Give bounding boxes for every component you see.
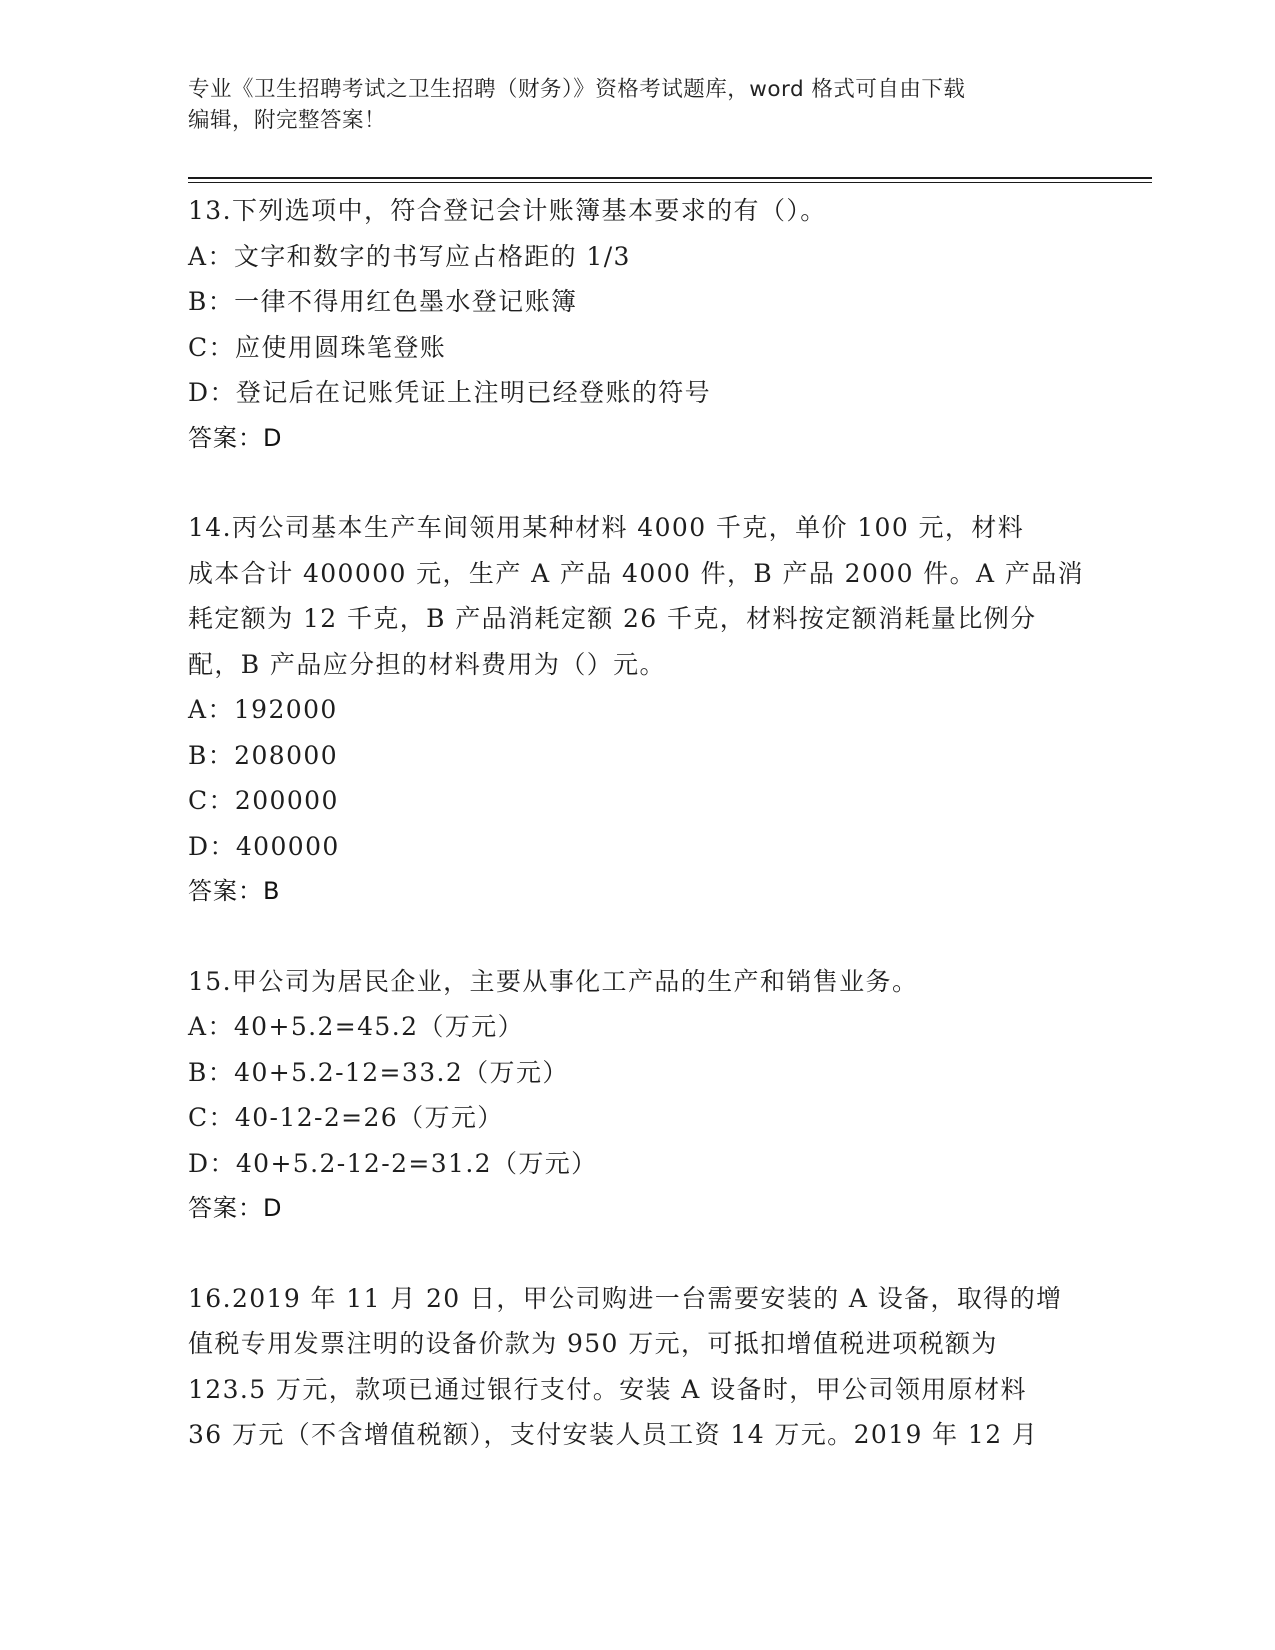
question-stem-line: 耗定额为 12 千克，B 产品消耗定额 26 千克，材料按定额消耗量比例分	[188, 604, 1037, 633]
option-d: D：登记后在记账凭证上注明已经登账的符号	[188, 378, 712, 407]
question-stem-line: 15.甲公司为居民企业，主要从事化工产品的生产和销售业务。	[188, 966, 919, 996]
question-15	[188, 959, 1088, 1232]
header-divider-thin	[188, 182, 1152, 183]
option-d: D：400000	[188, 831, 340, 861]
question-stem-line: 值税专用发票注明的设备价款为 950 万元，可抵扣增值税进项税额为	[188, 1329, 998, 1358]
question-stem-line: 36 万元（不含增值税额），支付安装人员工资 14 万元。2019 年 12 月	[188, 1420, 1039, 1449]
question-stem-line: 16.2019 年 11 月 20 日，甲公司购进一台需要安装的 A 设备，取得的增	[188, 1283, 1063, 1313]
document-header	[188, 74, 1088, 136]
option-c: C：应使用圆珠笔登账	[188, 332, 447, 362]
option-c: C：200000	[188, 786, 339, 815]
option-b: B：208000	[188, 740, 339, 770]
header-line-1: 专业《卫生招聘考试之卫生招聘（财务）》资格考试题库，word 格式可自由下载	[188, 77, 966, 102]
option-b: B：40+5.2-12=33.2（万元）	[188, 1057, 569, 1087]
option-d: D：40+5.2-12-2=31.2（万元）	[188, 1148, 598, 1178]
question-stem-line: 123.5 万元，款项已通过银行支付。安装 A 设备时，甲公司领用原材料	[188, 1374, 1027, 1404]
option-c: C：40-12-2=26（万元）	[188, 1103, 504, 1132]
question-stem-line: 成本合计 400000 元，生产 A 产品 4000 件，B 产品 2000 件。A 产品消	[188, 558, 1085, 588]
option-b: B：一律不得用红色墨水登记账簿	[188, 287, 578, 316]
header-line-2: 编辑，附完整答案！	[188, 108, 387, 133]
option-a: A：40+5.2=45.2（万元）	[188, 1012, 524, 1041]
question-list	[188, 188, 1088, 1458]
option-a: A：192000	[188, 695, 338, 724]
question-stem-line: 配，B 产品应分担的材料费用为（）元。	[188, 649, 666, 679]
answer-label: 答案：D	[188, 1194, 283, 1222]
question-stem-line: 14.丙公司基本生产车间领用某种材料 4000 千克，单价 100 元，材料	[188, 513, 1025, 542]
answer-label: 答案：B	[188, 877, 281, 905]
header-divider-thick	[188, 177, 1152, 179]
answer-label: 答案：D	[188, 423, 283, 452]
question-16	[188, 1276, 1088, 1458]
question-13	[188, 188, 1088, 461]
question-14	[188, 505, 1088, 915]
question-stem-line: 13.下列选项中，符合登记会计账簿基本要求的有（）。	[188, 196, 827, 225]
option-a: A：文字和数字的书写应占格距的 1/3	[188, 241, 631, 271]
